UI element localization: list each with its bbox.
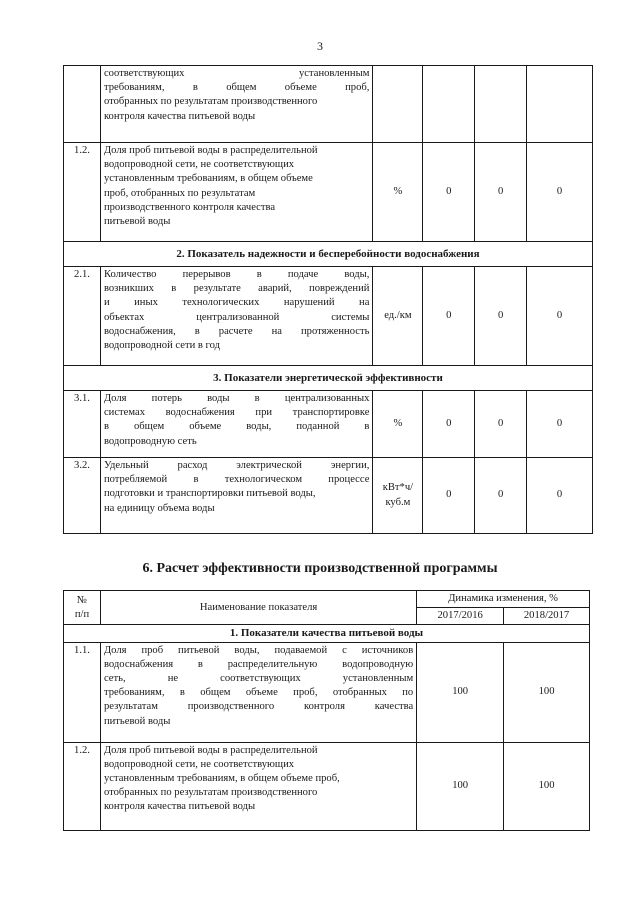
unit-cell: ед./км xyxy=(373,267,423,366)
indicator-name-cell: соответствующих установленным требованиям, в общем объеме проб, отобранных по результатам производственного контроля качества питьевой воды xyxy=(100,66,372,143)
section-heading: 3. Показатели энергетической эффективности xyxy=(64,366,593,391)
value-cell: 0 xyxy=(527,391,593,458)
value-cell: 0 xyxy=(423,458,475,534)
row-number: 3.1. xyxy=(64,391,101,458)
table-row xyxy=(64,267,593,366)
table-row xyxy=(64,458,593,534)
number-header: № п/п xyxy=(64,591,101,625)
value-cell: 0 xyxy=(475,143,527,242)
indicators-table xyxy=(63,65,593,534)
value-cell: 0 xyxy=(423,143,475,242)
table-row xyxy=(64,66,593,143)
row-number-cell xyxy=(64,66,101,143)
year-header: 2018/2017 xyxy=(504,608,590,625)
section-heading: 1. Показатели качества питьевой воды xyxy=(64,625,590,642)
indicator-name-cell: Удельный расход электрической энергии, потребляемой в технологическом процессе подготовки и транспортировки питьевой воды, на единицу объема воды xyxy=(100,458,372,534)
section-title: 6. Расчет эффективности производственной программы xyxy=(142,561,498,576)
indicator-name-cell: Доля потерь воды в централизованных системах водоснабжения при транспортировке в общем объеме воды, поданной в водопроводную сеть xyxy=(100,391,372,458)
table-row xyxy=(64,391,593,458)
value-cell: 100 xyxy=(417,742,504,830)
row-number: 1.2. xyxy=(64,143,101,242)
indicator-name-cell: Доля проб питьевой воды в распределительной водопроводной сети, не соответствующих установленным требованиям, в общем объеме проб, отобранных по результатам производственного контроля качества питьевой воды xyxy=(100,143,372,242)
unit-cell: % xyxy=(373,143,423,242)
indicator-name-cell: Количество перерывов в подаче воды, возникших в результате аварий, повреждений и иных технологических нарушений на объектах централизованной системы водоснабжения, в расчете на протяженность водопроводной сети в год xyxy=(100,267,372,366)
table-row xyxy=(64,143,593,242)
value-cell: 0 xyxy=(423,391,475,458)
unit-cell: кВт*ч/ куб.м xyxy=(373,458,423,534)
table-row xyxy=(64,742,590,830)
row-number: 1.2. xyxy=(64,742,101,830)
row-number: 3.2. xyxy=(64,458,101,534)
unit-cell: % xyxy=(373,391,423,458)
year-header: 2017/2016 xyxy=(417,608,504,625)
value-cell: 0 xyxy=(527,458,593,534)
name-header: Наименование показателя xyxy=(100,591,416,625)
value-cell: 0 xyxy=(527,267,593,366)
value-cell: 100 xyxy=(417,642,504,742)
value-cell: 100 xyxy=(504,742,590,830)
value-cell: 0 xyxy=(475,267,527,366)
table-header-row xyxy=(64,591,590,608)
value-cell: 0 xyxy=(423,267,475,366)
section-heading: 2. Показатель надежности и бесперебойности водоснабжения xyxy=(64,242,593,267)
value-cell: 0 xyxy=(475,391,527,458)
section-row xyxy=(64,242,593,267)
page-number: 3 xyxy=(317,39,323,53)
value-cell: 100 xyxy=(504,642,590,742)
indicator-name-cell: Доля проб питьевой воды, подаваемой с источников водоснабжения в распределительную водопроводную сеть, не соответствующих установленным требованиям, в общем объеме проб, отобранных по результатам производственного контроля качества питьевой воды xyxy=(100,642,416,742)
section-row xyxy=(64,625,590,642)
table-row xyxy=(64,642,590,742)
indicator-name-cell: Доля проб питьевой воды в распределительной водопроводной сети, не соответствующих установленным требованиям, в общем объеме проб, отобранных по результатам производственного контроля качества питьевой воды xyxy=(100,742,416,830)
efficiency-table xyxy=(63,590,590,831)
row-number: 1.1. xyxy=(64,642,101,742)
row-number: 2.1. xyxy=(64,267,101,366)
section-row xyxy=(64,366,593,391)
value-cell: 0 xyxy=(475,458,527,534)
value-cell: 0 xyxy=(527,143,593,242)
dynamics-header: Динамика изменения, % xyxy=(417,591,590,608)
